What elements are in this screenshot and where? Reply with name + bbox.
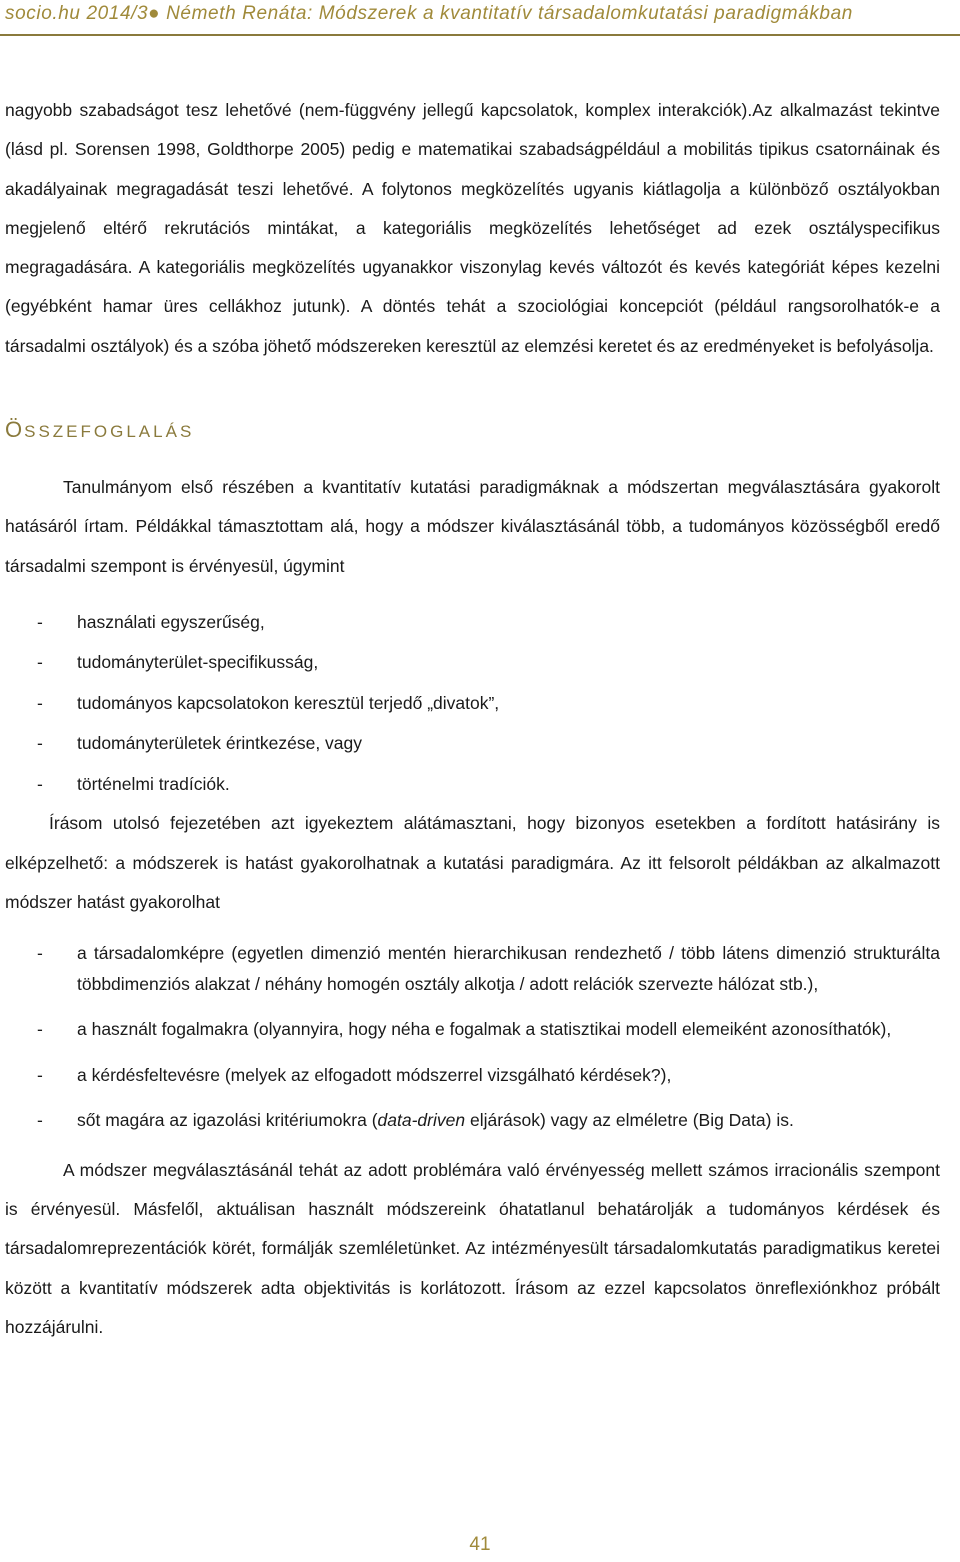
list-item [5, 723, 940, 764]
header-text: socio.hu 2014/3● Németh Renáta: Módszerek a kvantitatív társadalomkutatási paradigmákban [5, 3, 853, 24]
page-body [5, 91, 940, 1347]
list-item-text-post: eljárások) vagy az elméletre (Big Data) is. [465, 1110, 794, 1131]
list-item [5, 938, 940, 999]
heading-initial: Ö [5, 417, 25, 443]
list-item-text-pre: sőt magára az igazolási kritériumokra ( [77, 1110, 378, 1131]
dash-marker: - [37, 1019, 43, 1040]
dash-marker: - [37, 733, 43, 754]
paragraph: nagyobb szabadságot tesz lehetővé (nem-függvény jellegű kapcsolatok, komplex interakciók).Az alkalmazást tekintve (lásd pl. Sorensen 1998, Goldthorpe 2005) pedig e matematikai szabadságpéldául a mobilitás tipikus csatornáinak és akadályainak megragadását teszi lehetővé. A folytonos megközelítés ugyanis kiátlagolja a különböző osztályokban megjelenő eltérő rekrutációs mintákat, a kategoriális megközelítés lehetőséget ad ezek osztályspecifikus megragadására. A kategoriális megközelítés ugyanakkor viszonylag kevés változót és kevés kategóriát képes kezelni (egyébként hamar üres cellákhoz jutunk). A döntés tehát a szociológiai koncepciót (például rangsorolhatók-e a társadalmi osztályok) és a szóba jöhető módszereken keresztül az elemzési keretet és az eredményeket is befolyásolja. [5, 100, 940, 356]
running-header [0, 0, 960, 36]
list-item-text: használati egyszerűség, [77, 611, 265, 632]
list-item [5, 1060, 940, 1091]
paragraph: A módszer megválasztásánál tehát az adott problémára való érvényesség mellett számos irracionális szempont is érvényesül. Másfelől, aktuálisan használt módszereink óhatatlanul behatárolják a tudományos kérdések és társadalomreprezentációk körét, formálják szemléletünket. Az intézményesült társadalomkutatás paradigmatikus keretei között a kvantitatív módszerek adta objektivitás is korlátozott. Írásom az ezzel kapcsolatos önreflexiónkhoz próbált hozzájárulni. [5, 1159, 940, 1338]
dash-marker: - [37, 611, 43, 632]
page-number: 41 [469, 1534, 491, 1555]
list-item-text: a használt fogalmakra (olyannyira, hogy néha e fogalmak a statisztikai modell elemeiként azonosíthatók), [77, 1019, 892, 1040]
dash-marker: - [37, 773, 43, 794]
italic-term: data-driven [377, 1110, 466, 1131]
list-item-text: tudományterületek érintkezése, vagy [77, 733, 363, 754]
list-item-text: a kérdésfeltevésre (melyek az elfogadott módszerrel vizsgálható kérdések?), [77, 1064, 672, 1085]
bullet-list [5, 602, 940, 805]
heading-text: SSZEFOGLALÁS [24, 422, 195, 442]
list-item [5, 642, 940, 683]
dash-marker: - [37, 943, 43, 964]
list-item [5, 1105, 940, 1136]
list-item [5, 1014, 940, 1045]
paragraph: Írásom utolsó fejezetében azt igyekeztem alátámasztani, hogy bizonyos esetekben a fordított hatásirány is elképzelhető: a módszerek is hatást gyakorolhatnak a kutatási paradigmára. Az itt felsorolt példákban az alkalmazott módszer hatást gyakorolhat [5, 813, 940, 913]
dash-marker: - [37, 692, 43, 713]
dash-marker: - [37, 652, 43, 673]
list-item [5, 683, 940, 724]
paragraph: Tanulmányom első részében a kvantitatív kutatási paradigmáknak a módszertan megválasztására gyakorolt hatásáról írtam. Példákkal támasztottam alá, hogy a módszer kiválasztásánál több, a tudományos közösségből eredő társadalmi szempont is érvényesül, úgymint [5, 477, 940, 576]
list-item [5, 764, 940, 805]
dash-marker: - [37, 1064, 43, 1085]
list-item-text: tudományterület-specifikusság, [77, 652, 319, 673]
section-heading [5, 416, 940, 446]
dash-marker: - [37, 1110, 43, 1131]
list-item-text: tudományos kapcsolatokon keresztül terjedő „divatok”, [77, 692, 500, 713]
list-item-text: a társadalomképre (egyetlen dimenzió mentén hierarchikusan rendezhető / több látens dimenzió strukturálta többdimenziós alakzat / néhány homogén osztály alkotja / adott relációk szervezte hálózat stb.), [77, 943, 940, 994]
bullet-list [5, 938, 940, 1136]
list-item-text: történelmi tradíciók. [77, 773, 230, 794]
list-item [5, 602, 940, 643]
